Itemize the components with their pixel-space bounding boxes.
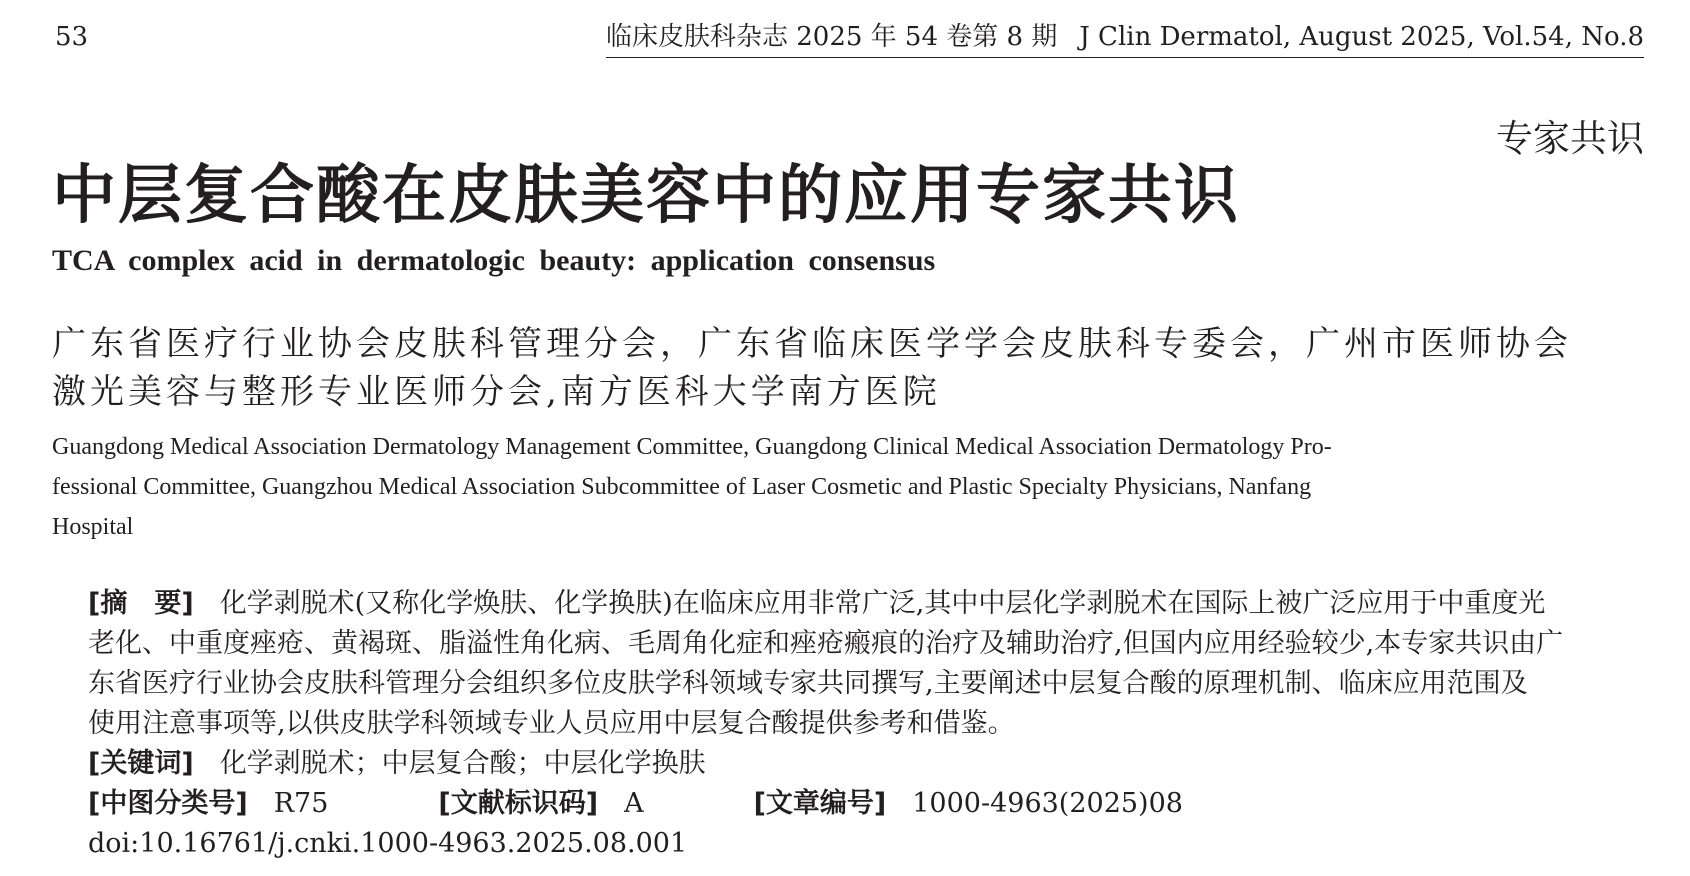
article-id-label: [文章编号] xyxy=(753,788,887,819)
affiliation-zh-line: 激光美容与整形专业医师分会,南方医科大学南方医院 xyxy=(52,372,941,412)
affiliation-en-line: fessional Committee, Guangzhou Medical Association Subcommittee of Laser Cosmetic and Plastic Specialty Physicians, Nanfang xyxy=(52,474,1312,500)
journal-name-zh: 临床皮肤科杂志 2025 年 54 卷第 8 期 xyxy=(605,22,1058,52)
article-title-en: TCA complex acid in dermatologic beauty: application consensus xyxy=(52,244,936,277)
keywords-line xyxy=(88,746,706,782)
article-title-zh: 中层复合酸在皮肤美容中的应用专家共识 xyxy=(52,159,1240,233)
affiliation-en-line: Hospital xyxy=(52,514,134,540)
abstract-line: 老化、中重度痤疮、黄褐斑、脂溢性角化病、毛周角化症和痤疮瘢痕的治疗及辅助治疗,但国内应用经验较少,本专家共识由广 xyxy=(88,628,1564,659)
abstract-label: [摘 要] xyxy=(88,588,194,619)
article-id-value: 1000-4963(2025)08 xyxy=(912,788,1183,819)
keywords-text: 化学剥脱术；中层复合酸；中层化学换肤 xyxy=(219,748,706,779)
affiliation-en-line: Guangdong Medical Association Dermatology Management Committee, Guangdong Clinical Medical Association Dermatology Pro- xyxy=(52,434,1332,460)
abstract-text: 化学剥脱术(又称化学焕肤、化学换肤)在临床应用非常广泛,其中中层化学剥脱术在国际上被广泛应用于中重度光 xyxy=(219,588,1546,619)
keywords-label: [关键词] xyxy=(88,748,194,779)
doc-code-label: [文献标识码] xyxy=(438,788,599,819)
affiliation-zh-line: 广东省医疗行业协会皮肤科管理分会，广东省临床医学学会皮肤科专委会，广州市医师协会 xyxy=(52,324,1572,364)
clc-label: [中图分类号] xyxy=(88,788,248,819)
doi: doi:10.16761/j.cnki.1000-4963.2025.08.001 xyxy=(88,828,688,859)
abstract-line: 使用注意事项等,以供皮肤学科领域专业人员应用中层复合酸提供参考和借鉴。 xyxy=(88,708,1015,739)
clc-value: R75 xyxy=(273,788,329,819)
journal-name-en: J Clin Dermatol, August 2025, Vol.54, No.8 xyxy=(1079,22,1644,52)
classification-line xyxy=(88,786,1183,822)
abstract-line: 东省医疗行业协会皮肤科管理分会组织多位皮肤学科领域专家共同撰写,主要阐述中层复合酸的原理机制、临床应用范围及 xyxy=(88,668,1528,699)
journal-header xyxy=(606,20,1644,58)
abstract-line xyxy=(88,586,1626,622)
section-label: 专家共识 xyxy=(1496,117,1644,160)
page-number: 53 xyxy=(55,22,89,52)
doc-code-value: A xyxy=(624,788,644,819)
